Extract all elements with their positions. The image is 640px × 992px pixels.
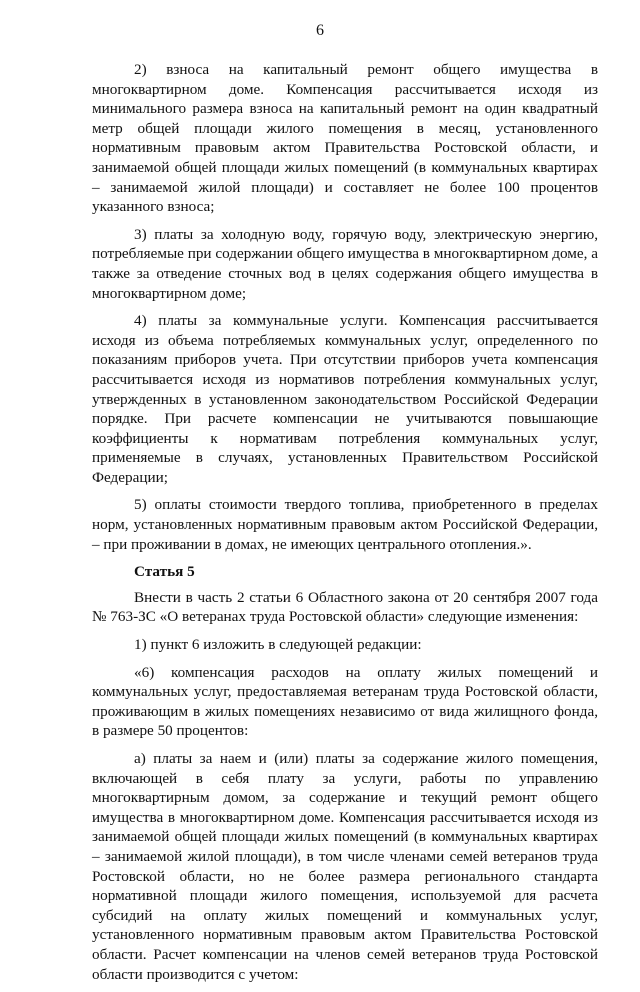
document-body [92,60,598,992]
paragraph-item-3: 3) платы за холодную воду, горячую воду, электрическую энергию, потребляемые при содержании общего имущества в многоквартирном доме, а также за отведение сточных вод в целях содержания общего имущества в многоквартирном доме; [92,225,598,302]
page-number: 6 [316,22,324,39]
paragraph-subclause-a: а) платы за наем и (или) платы за содержание жилого помещения, включающей в себя плату за услуги, работы по управлению многоквартирным домом, за содержание и текущий ремонт общего имущества в многоквартирном доме. Компенсация рассчитывается исходя из занимаемой общей площади жилых помещений (в коммунальных квартирах – занимаемой жилой площади), в том числе членами семей ветеранов труда Ростовской области, но не более размера регионального стандарта нормативной площади жилого помещения, используемой для расчета субсидий на оплату жилых помещений и коммунальных услуг, установленного нормативным правовым актом Правительства Ростовской области. Расчет компенсации на членов семей ветеранов труда Ростовской области производится с учетом: [92,750,598,983]
article-heading: Статья 5 [134,563,195,581]
paragraph-item-4: 4) платы за коммунальные услуги. Компенсация рассчитывается исходя из объема потребляемых коммунальных услуг, определенного по показаниям приборов учета. При отсутствии приборов учета компенсация рассчитывается исходя из нормативов потребления коммунальных услуг, утвержденных в установленном законодательством Российской Федерации порядке. При расчете компенсации не учитываются повышающие коэффициенты к нормативам потребления коммунальных услуг, применяемые в случаях, установленных Правительством Российской Федерации; [92,312,598,486]
paragraph-clause-1: 1) пункт 6 изложить в следующей редакции: [134,636,422,654]
paragraph-item-2: 2) взноса на капитальный ремонт общего имущества в многоквартирном доме. Компенсация рассчитывается исходя из минимального размера взноса на капитальный ремонт на один квадратный метр общей площади жилого помещения в месяц, установленного нормативным правовым актом Правительства Ростовской области, и занимаемой общей площади жилых помещений (в коммунальных квартирах – занимаемой жилой площади) и составляет не более 100 процентов указанного взноса; [92,61,598,216]
paragraph-amendment-intro: Внести в часть 2 статьи 6 Областного закона от 20 сентября 2007 года № 763-ЗС «О ветеранах труда Ростовской области» следующие изменения: [92,588,598,626]
paragraph-clause-6: «6) компенсация расходов на оплату жилых помещений и коммунальных услуг, предоставляемая ветеранам труда Ростовской области, проживающим в жилых помещениях независимо от вида жилищного фонда, в размере 50 процентов: [92,663,598,740]
paragraph-item-5: 5) оплаты стоимости твердого топлива, приобретенного в пределах норм, установленных нормативным правовым актом Российской Федерации, – при проживании в домах, не имеющих центрального отопления.». [92,496,598,553]
